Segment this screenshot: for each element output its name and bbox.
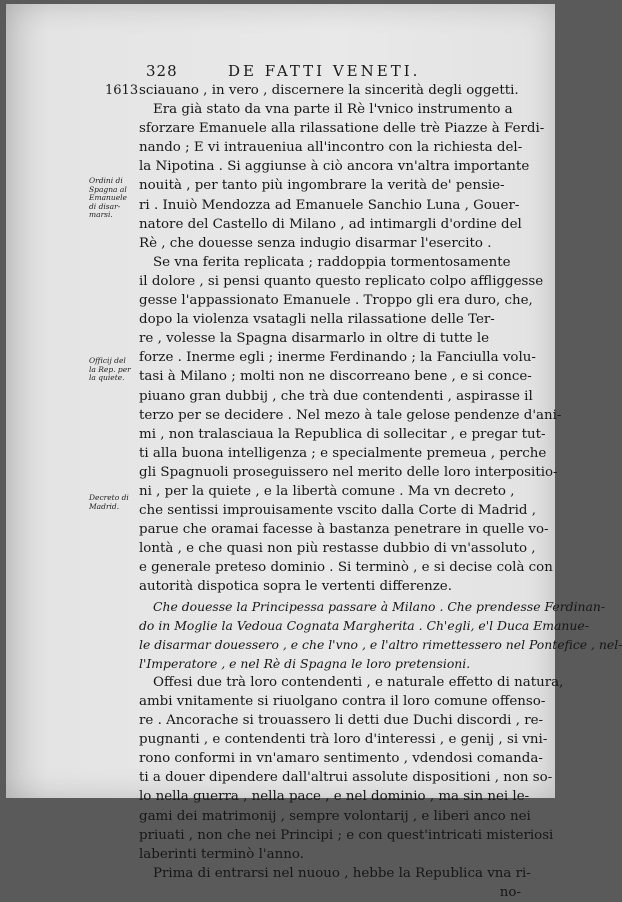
- text-line: dopo la violenza vsatagli nella rilassatione delle Ter-: [139, 312, 495, 328]
- italic-text-line: do in Moglie la Vedoua Cognata Margherita . Ch'egli, e'l Duca Emanue-: [139, 617, 589, 633]
- italic-text-line: le disarmar douessero , e che l'vno , e l'altro rimettessero nel Pontefice , nel-: [139, 636, 622, 652]
- margin-note-line: Decreto di: [89, 493, 129, 502]
- running-title: DE FATTI VENETI.: [228, 62, 421, 80]
- text-line: natore del Castello di Milano , ad intimargli d'ordine del: [139, 216, 522, 232]
- text-line: re . Ancorache si trouassero li detti due Duchi discordi , re-: [139, 713, 544, 729]
- text-line: rono conformi in vn'amaro sentimento , vdendosi comanda-: [139, 751, 543, 767]
- margin-note-line: Officij del: [89, 356, 126, 365]
- text-line: lontà , e che quasi non più restasse dubbio di vn'assoluto ,: [139, 541, 536, 557]
- text-line: autorità dispotica sopra le vertenti differenze.: [139, 579, 452, 595]
- page-header: [6, 62, 555, 82]
- text-line: Rè , che douesse senza indugio disarmar l'esercito .: [139, 235, 492, 251]
- margin-note-line: la Rep. per: [89, 364, 131, 374]
- text-line: gesse l'appassionato Emanuele . Troppo gli era duro, che,: [139, 293, 533, 309]
- margin-year: 1613: [105, 83, 139, 98]
- italic-text-line: l'Imperatore , e nel Rè di Spagna le loro pretensioni.: [139, 655, 471, 671]
- text-line: e generale preteso dominio . Si terminò , e si decise colà con: [139, 560, 553, 576]
- text-line: re , volesse la Spagna disarmarlo in oltre di tutte le: [139, 331, 490, 347]
- margin-note-line: marsi.: [89, 210, 113, 219]
- text-line: sforzare Emanuele alla rilassatione delle trè Piazze à Ferdi-: [139, 121, 545, 137]
- text-line: ti alla buona intelligenza ; e specialmente premeua , perche: [139, 445, 547, 461]
- text-line: ni , per la quiete , e la libertà comune . Ma vn decreto ,: [139, 483, 515, 499]
- text-line: gami dei matrimonij , sempre volontarij , e liberi anco nei: [139, 808, 531, 824]
- margin-note-line: di disar-: [89, 201, 121, 211]
- text-line: Se vna ferita replicata ; raddoppia tormentosamente: [153, 254, 511, 270]
- text-line: che sentissi improuisamente vscito dalla Corte di Madrid ,: [139, 503, 536, 519]
- text-line: nouità , per tanto più ingombrare la verità de' pensie-: [139, 178, 505, 194]
- text-line: Era già stato da vna parte il Rè l'vnico instrumento a: [153, 102, 513, 118]
- margin-note-decree: [89, 494, 139, 511]
- text-line: Prima di entrarsi nel nuouo , hebbe la Republica vna ri-: [153, 865, 531, 881]
- margin-note-line: Madrid.: [89, 501, 120, 511]
- text-line: priuati , non che nei Principi ; e con quest'intricati misteriosi: [139, 827, 554, 843]
- text-line: pugnanti , e contendenti trà loro d'interessi , e genij , si vni-: [139, 732, 548, 748]
- text-line: terzo per se decidere . Nel mezo à tale gelose pendenze d'ani-: [139, 407, 562, 423]
- text-line: parue che oramai facesse à bastanza penetrare in quelle vo-: [139, 522, 549, 538]
- text-line: laberinti terminò l'anno.: [139, 846, 304, 862]
- margin-note-line: Spagna al: [89, 184, 127, 194]
- margin-note-line: Emanuele: [89, 193, 127, 202]
- text-line: nando ; E vi intraueniua all'incontro con la richiesta del-: [139, 140, 523, 156]
- text-line: il dolore , si pensi quanto questo replicato colpo affliggesse: [139, 273, 544, 289]
- text-line: ambi vnitamente si riuolgano contra il loro comune offenso-: [139, 694, 546, 709]
- text-line: forze . Inerme egli ; inerme Ferdinando ; la Fanciulla volu-: [139, 350, 536, 366]
- text-line: ti a douer dipendere dall'altrui assolute dispositioni , non so-: [139, 770, 553, 786]
- margin-note-line: Ordini di: [89, 176, 123, 185]
- book-page: [6, 4, 622, 900]
- text-line: lo nella guerra , nella pace , e nel dominio , ma sin nei le-: [139, 789, 530, 805]
- text-line: sciauano , in vero , discernere la sincerità degli oggetti.: [139, 83, 519, 98]
- catchword: no-: [499, 884, 521, 900]
- text-line: ri . Inuiò Mendozza ad Emanuele Sanchio Luna , Gouer-: [139, 197, 520, 213]
- text-line: piuano gran dubbij , che trà due contendenti , aspirasse il: [139, 388, 533, 404]
- text-line: la Nipotina . Si aggiunse à ciò ancora vn'altra importante: [139, 159, 530, 175]
- text-line: mi , non tralasciaua la Republica di sollecitar , e pregar tut-: [139, 426, 546, 442]
- text-line: tasi à Milano ; molti non ne discorreano bene , e si conce-: [139, 369, 532, 385]
- margin-note-line: la quiete.: [89, 373, 125, 382]
- text-line: Offesi due trà loro contendenti , e naturale effetto di natura,: [153, 674, 564, 690]
- italic-text-line: Che douesse la Principessa passare à Milano . Che prendesse Ferdinan-: [153, 598, 606, 614]
- margin-note-offices: [89, 357, 139, 383]
- page-body-text: [139, 81, 622, 902]
- text-line: gli Spagnuoli proseguissero nel merito delle loro interpositio-: [139, 464, 558, 480]
- margin-note-orders: [89, 177, 139, 220]
- page-number: 328: [146, 62, 178, 80]
